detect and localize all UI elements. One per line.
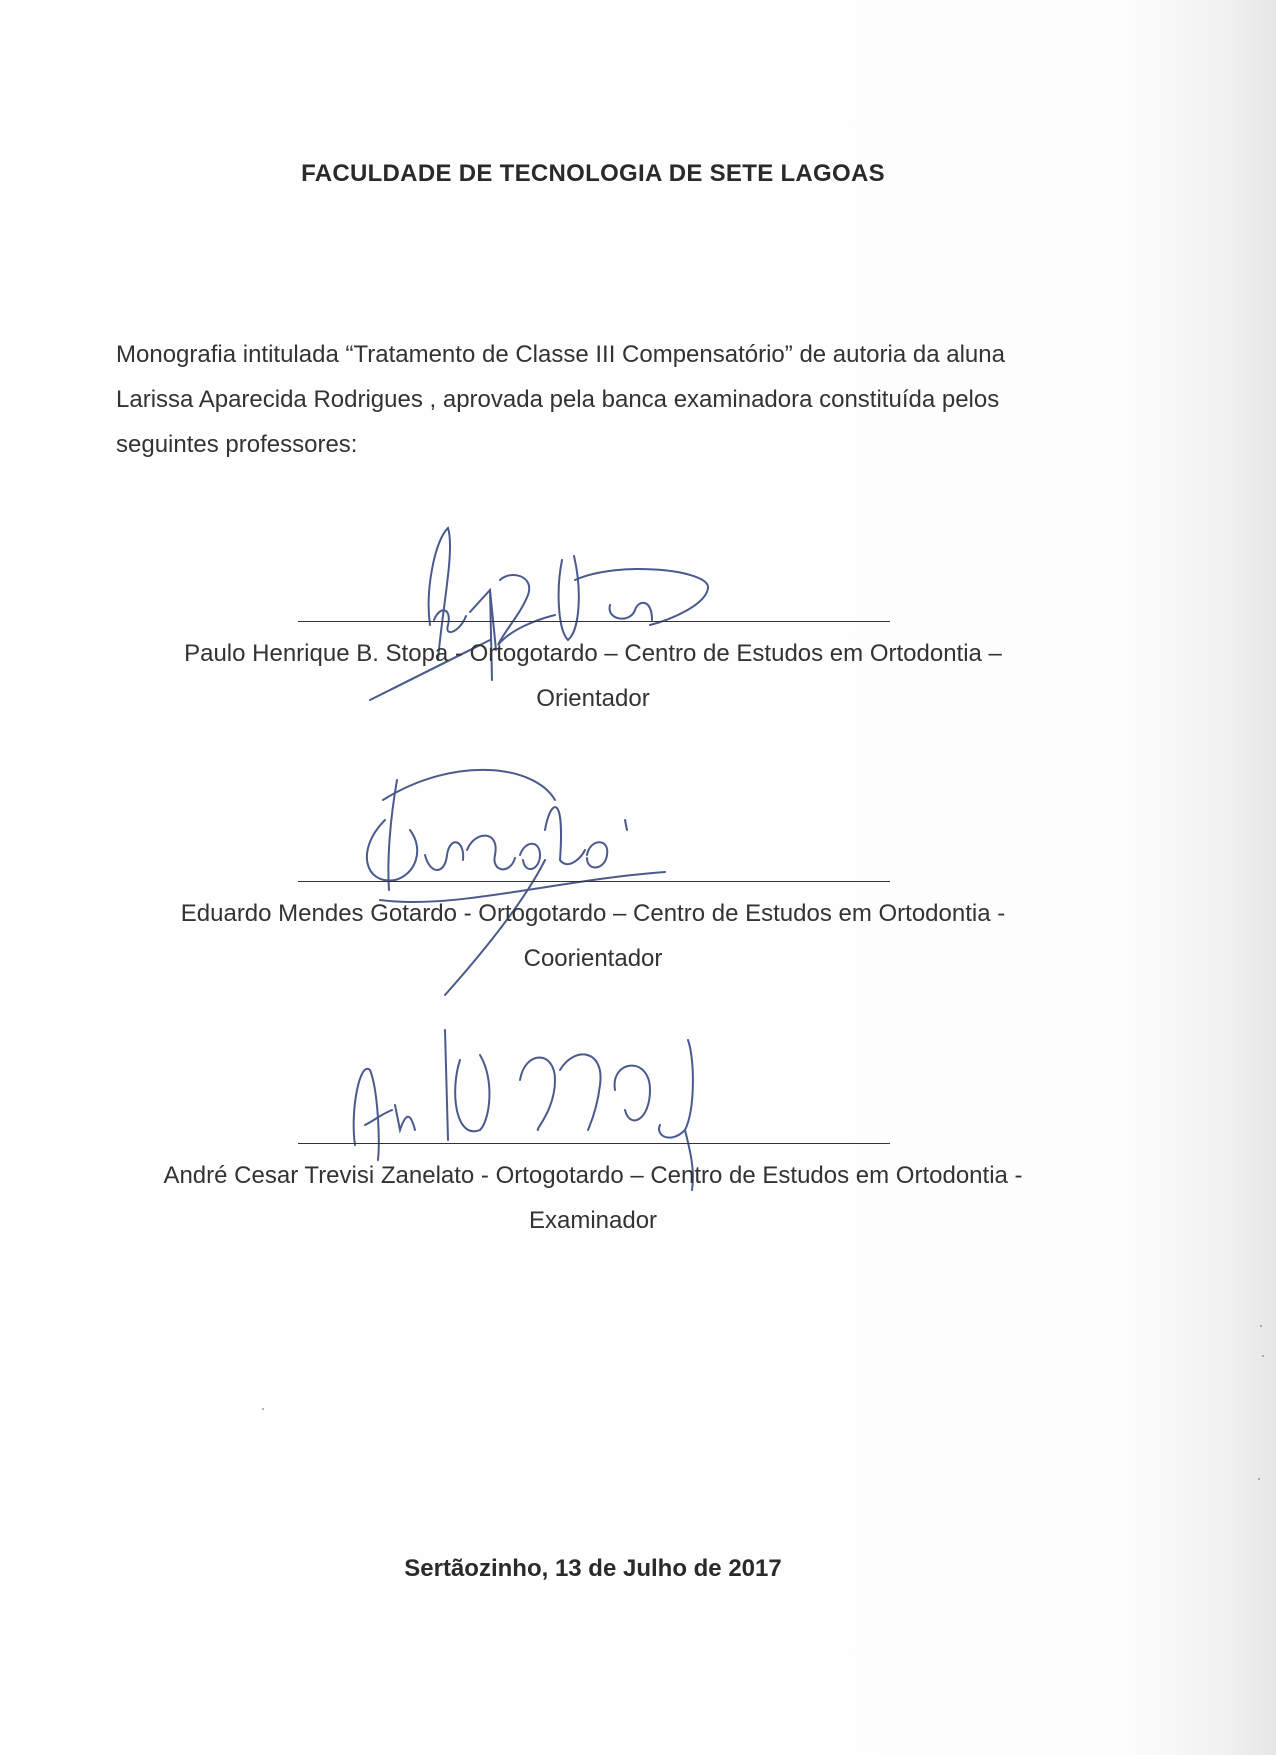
signatory-2-role: Coorientador (523, 945, 663, 972)
scan-speck (1258, 1478, 1260, 1480)
signature-line-2 (298, 881, 890, 882)
signatory-3 (80, 1153, 1106, 1243)
place-and-date: Sertãozinho, 13 de Julho de 2017 (404, 1555, 782, 1582)
signature-line-1 (298, 621, 890, 622)
scan-speck (262, 1408, 264, 1410)
signatory-3-name-affiliation: André Cesar Trevisi Zanelato - Ortogotardo – Centro de Estudos em Ortodontia - (163, 1162, 1023, 1189)
signatory-2 (80, 891, 1106, 981)
scan-speck (1262, 1355, 1264, 1357)
signatory-1 (80, 631, 1106, 721)
scan-speck (1260, 1325, 1262, 1327)
signature-line-3 (298, 1143, 890, 1144)
approval-line-1: Monografia intitulada “Tratamento de Classe III Compensatório” de autoria da aluna (116, 341, 1005, 368)
signatory-1-role: Orientador (536, 685, 650, 712)
signatory-3-role: Examinador (528, 1207, 658, 1234)
institution-title: FACULDADE DE TECNOLOGIA DE SETE LAGOAS (301, 160, 885, 187)
signatory-2-name-affiliation: Eduardo Mendes Gotardo - Ortogotardo – Centro de Estudos em Ortodontia - (180, 900, 1006, 927)
approval-line-2: Larissa Aparecida Rodrigues , aprovada pela banca examinadora constituída pelos (116, 386, 1000, 413)
signatory-1-name-affiliation: Paulo Henrique B. Stopa - Ortogotardo – Centro de Estudos em Ortodontia – (184, 640, 1002, 667)
approval-line-3: seguintes professores: (116, 431, 358, 458)
approval-statement (116, 332, 1076, 467)
